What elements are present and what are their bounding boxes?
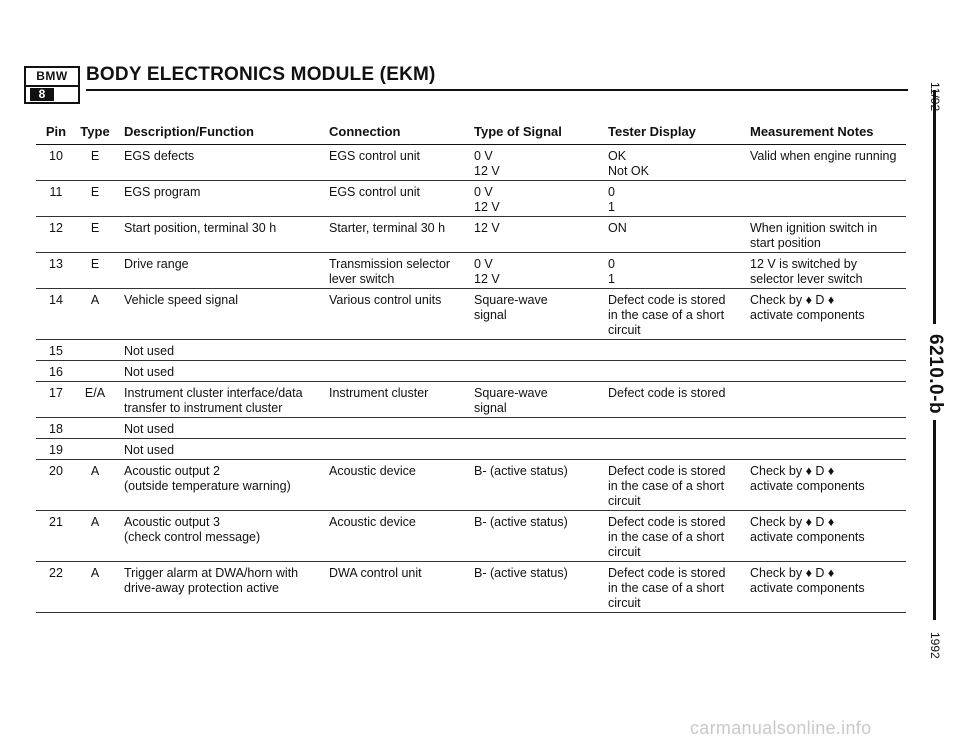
table-row (36, 340, 906, 361)
cell-tester-display-line: OK (608, 149, 627, 163)
cell-type (78, 386, 112, 401)
table-row (36, 361, 906, 382)
cell-tester-display-line: 1 (608, 272, 615, 286)
cell-connection (329, 185, 420, 200)
cell-measurement-notes-line: selector lever switch (750, 272, 863, 286)
cell-description (124, 221, 276, 236)
cell-connection-line: EGS control unit (329, 185, 421, 199)
cell-tester-display-line: circuit (608, 494, 641, 508)
cell-type-line: E (90, 149, 100, 163)
cell-type-line: E (90, 257, 100, 271)
cell-type (78, 221, 112, 236)
cell-tester-display (608, 515, 725, 560)
cell-description-line: Instrument cluster interface/data (124, 386, 303, 400)
cell-type (78, 566, 112, 581)
table-row (36, 253, 906, 289)
issue-date: 11/92 (928, 82, 942, 112)
pin-assignment-table (36, 122, 906, 613)
cell-connection-line: Various control units (329, 293, 442, 307)
cell-signal-type-line: Square-wave (474, 293, 548, 307)
cell-pin (36, 221, 76, 236)
cell-signal-type (474, 515, 568, 530)
cell-type-line: A (90, 464, 100, 478)
cell-type (78, 257, 112, 272)
cell-connection (329, 515, 416, 530)
cell-description (124, 566, 298, 596)
cell-description-line: (outside temperature warning) (124, 479, 291, 493)
cell-measurement-notes-line: activate components (750, 530, 865, 544)
cell-type-line: A (90, 515, 100, 529)
cell-tester-display-line: ON (608, 221, 627, 235)
cell-measurement-notes-line: Valid when engine running (750, 149, 897, 163)
cell-pin-line: 12 (49, 221, 63, 235)
cell-connection (329, 257, 450, 287)
cell-type-line: E/A (84, 386, 106, 400)
cell-signal-type-line: B- (active status) (474, 515, 568, 529)
cell-tester-display-line: in the case of a short (608, 479, 725, 493)
cell-pin-line: 20 (49, 464, 63, 478)
cell-description-line: Vehicle speed signal (124, 293, 238, 307)
bmw-8-logo (24, 66, 80, 104)
column-header-signal-type: Type of Signal (474, 124, 562, 139)
cell-description-line: Not used (124, 422, 175, 436)
cell-signal-type-line: signal (474, 308, 507, 322)
cell-signal-type (474, 386, 548, 416)
cell-signal-type-line: B- (active status) (474, 464, 568, 478)
cell-description-line: EGS program (124, 185, 201, 199)
cell-description-line: Acoustic output 3 (124, 515, 220, 529)
logo-brand-text: BMW (26, 68, 78, 87)
cell-description-line: Start position, terminal 30 h (124, 221, 277, 235)
cell-tester-display (608, 464, 725, 509)
cell-measurement-notes (750, 464, 865, 494)
cell-pin-line: 22 (49, 566, 63, 580)
cell-measurement-notes-line: Check by ♦ D ♦ (750, 464, 835, 478)
cell-pin-line: 17 (49, 386, 63, 400)
cell-signal-type (474, 257, 500, 287)
cell-tester-display (608, 257, 615, 287)
cell-tester-display (608, 221, 627, 236)
cell-description-line: Not used (124, 443, 175, 457)
cell-tester-display-line: circuit (608, 545, 641, 559)
cell-pin-line: 18 (49, 422, 63, 436)
cell-pin (36, 515, 76, 530)
cell-measurement-notes (750, 293, 865, 323)
cell-tester-display (608, 293, 725, 338)
cell-connection (329, 221, 445, 236)
cell-connection-line: lever switch (329, 272, 395, 286)
column-header-pin: Pin (45, 124, 67, 139)
cell-tester-display-line: Defect code is stored (608, 464, 726, 478)
cell-tester-display-line: Not OK (608, 164, 649, 178)
cell-connection (329, 386, 428, 401)
column-header-measurement-notes: Measurement Notes (750, 124, 874, 139)
cell-connection-line: Acoustic device (329, 464, 416, 478)
cell-pin-line: 15 (49, 344, 63, 358)
cell-signal-type (474, 566, 568, 581)
cell-connection-line: Instrument cluster (329, 386, 429, 400)
cell-pin-line: 14 (49, 293, 63, 307)
cell-description-line: Not used (124, 344, 175, 358)
logo-model-text: 8 (30, 88, 54, 101)
cell-connection (329, 566, 422, 581)
table-row (36, 460, 906, 511)
table-row (36, 382, 906, 418)
cell-description-line: Trigger alarm at DWA/horn with (124, 566, 299, 580)
cell-description (124, 464, 291, 494)
cell-tester-display (608, 566, 725, 611)
cell-pin (36, 185, 76, 200)
cell-tester-display-line: 0 (608, 257, 615, 271)
cell-pin (36, 566, 76, 581)
cell-signal-type-line: 12 V (474, 200, 500, 214)
cell-description (124, 443, 174, 458)
page-title: BODY ELECTRONICS MODULE (EKM) (86, 64, 436, 85)
cell-measurement-notes-line: start position (750, 236, 821, 250)
cell-signal-type (474, 221, 500, 236)
cell-description (124, 257, 189, 272)
cell-description-line: EGS defects (124, 149, 195, 163)
cell-measurement-notes (750, 149, 896, 164)
cell-description (124, 386, 303, 416)
cell-type (78, 293, 112, 308)
table-header-row (36, 122, 906, 145)
table-row (36, 511, 906, 562)
cell-signal-type (474, 293, 548, 323)
cell-tester-display (608, 185, 615, 215)
table-row (36, 418, 906, 439)
cell-tester-display-line: Defect code is stored (608, 515, 726, 529)
cell-signal-type (474, 464, 568, 479)
cell-type-line: A (90, 566, 100, 580)
cell-measurement-notes-line: activate components (750, 581, 865, 595)
cell-pin-line: 21 (49, 515, 63, 529)
cell-tester-display-line: Defect code is stored (608, 293, 726, 307)
cell-connection-line: DWA control unit (329, 566, 422, 580)
cell-measurement-notes-line: Check by ♦ D ♦ (750, 293, 835, 307)
cell-description-line: Acoustic output 2 (124, 464, 220, 478)
watermark: carmanualsonline.info (690, 718, 872, 738)
cell-pin (36, 344, 76, 359)
cell-pin-line: 11 (49, 185, 63, 199)
cell-connection-line: EGS control unit (329, 149, 421, 163)
cell-description (124, 344, 174, 359)
cell-signal-type-line: B- (active status) (474, 566, 568, 580)
cell-connection (329, 149, 420, 164)
column-header-description: Description/Function (124, 124, 254, 139)
table-row (36, 145, 906, 181)
cell-signal-type-line: 12 V (474, 221, 500, 235)
cell-tester-display-line: circuit (608, 323, 641, 337)
cell-description (124, 515, 260, 545)
cell-pin (36, 443, 76, 458)
title-underline (86, 89, 908, 91)
table-row (36, 289, 906, 340)
cell-signal-type-line: 0 V (474, 257, 493, 271)
publication-year: 1992 (928, 632, 942, 659)
cell-measurement-notes-line: activate components (750, 308, 865, 322)
cell-description (124, 365, 174, 380)
cell-connection-line: Acoustic device (329, 515, 416, 529)
cell-pin (36, 422, 76, 437)
cell-connection (329, 464, 416, 479)
cell-signal-type-line: Square-wave (474, 386, 548, 400)
cell-tester-display (608, 386, 725, 401)
cell-tester-display-line: Defect code is stored (608, 386, 726, 400)
cell-description-line: Drive range (124, 257, 189, 271)
cell-pin-line: 19 (49, 443, 63, 457)
cell-pin (36, 149, 76, 164)
cell-description-line: (check control message) (124, 530, 261, 544)
cell-pin-line: 10 (49, 149, 63, 163)
cell-pin-line: 13 (49, 257, 63, 271)
cell-description (124, 422, 174, 437)
cell-tester-display-line: circuit (608, 596, 641, 610)
table-row (36, 217, 906, 253)
section-code: 6210.0-b (925, 334, 946, 415)
cell-signal-type-line: 12 V (474, 164, 500, 178)
cell-pin (36, 464, 76, 479)
cell-type (78, 464, 112, 479)
cell-measurement-notes-line: 12 V is switched by (750, 257, 857, 271)
cell-type (78, 185, 112, 200)
table-row (36, 562, 906, 613)
column-header-type: Type (80, 124, 110, 139)
column-header-tester-display: Tester Display (608, 124, 696, 139)
cell-measurement-notes-line: Check by ♦ D ♦ (750, 515, 835, 529)
cell-signal-type-line: 0 V (474, 149, 493, 163)
cell-description-line: transfer to instrument cluster (124, 401, 283, 415)
cell-connection (329, 293, 441, 308)
cell-tester-display-line: Defect code is stored (608, 566, 726, 580)
cell-type-line: A (90, 293, 100, 307)
cell-connection-line: Transmission selector (329, 257, 451, 271)
cell-measurement-notes (750, 221, 877, 251)
cell-measurement-notes (750, 257, 863, 287)
cell-description-line: Not used (124, 365, 175, 379)
cell-measurement-notes (750, 566, 865, 596)
table-body (36, 145, 906, 613)
cell-tester-display-line: 0 (608, 185, 615, 199)
cell-tester-display (608, 149, 649, 179)
cell-signal-type-line: signal (474, 401, 507, 415)
cell-type (78, 515, 112, 530)
cell-tester-display-line: 1 (608, 200, 615, 214)
cell-description (124, 149, 194, 164)
cell-connection-line: Starter, terminal 30 h (329, 221, 446, 235)
margin-line-lower (933, 420, 936, 620)
cell-pin (36, 365, 76, 380)
cell-pin (36, 386, 76, 401)
cell-description-line: drive-away protection active (124, 581, 279, 595)
cell-tester-display-line: in the case of a short (608, 530, 725, 544)
table-row (36, 439, 906, 460)
cell-signal-type-line: 12 V (474, 272, 500, 286)
table-row (36, 181, 906, 217)
cell-measurement-notes (750, 515, 865, 545)
margin-line-upper (933, 90, 936, 324)
cell-signal-type-line: 0 V (474, 185, 493, 199)
cell-signal-type (474, 185, 500, 215)
cell-description (124, 293, 238, 308)
cell-measurement-notes-line: activate components (750, 479, 865, 493)
cell-description (124, 185, 200, 200)
cell-tester-display-line: in the case of a short (608, 308, 725, 322)
column-header-connection: Connection (329, 124, 401, 139)
cell-measurement-notes-line: When ignition switch in (750, 221, 878, 235)
cell-measurement-notes-line: Check by ♦ D ♦ (750, 566, 835, 580)
cell-tester-display-line: in the case of a short (608, 581, 725, 595)
cell-type (78, 149, 112, 164)
cell-pin-line: 16 (49, 365, 63, 379)
cell-type-line: E (90, 185, 100, 199)
cell-type-line: E (90, 221, 100, 235)
cell-signal-type (474, 149, 500, 179)
cell-pin (36, 257, 76, 272)
cell-pin (36, 293, 76, 308)
